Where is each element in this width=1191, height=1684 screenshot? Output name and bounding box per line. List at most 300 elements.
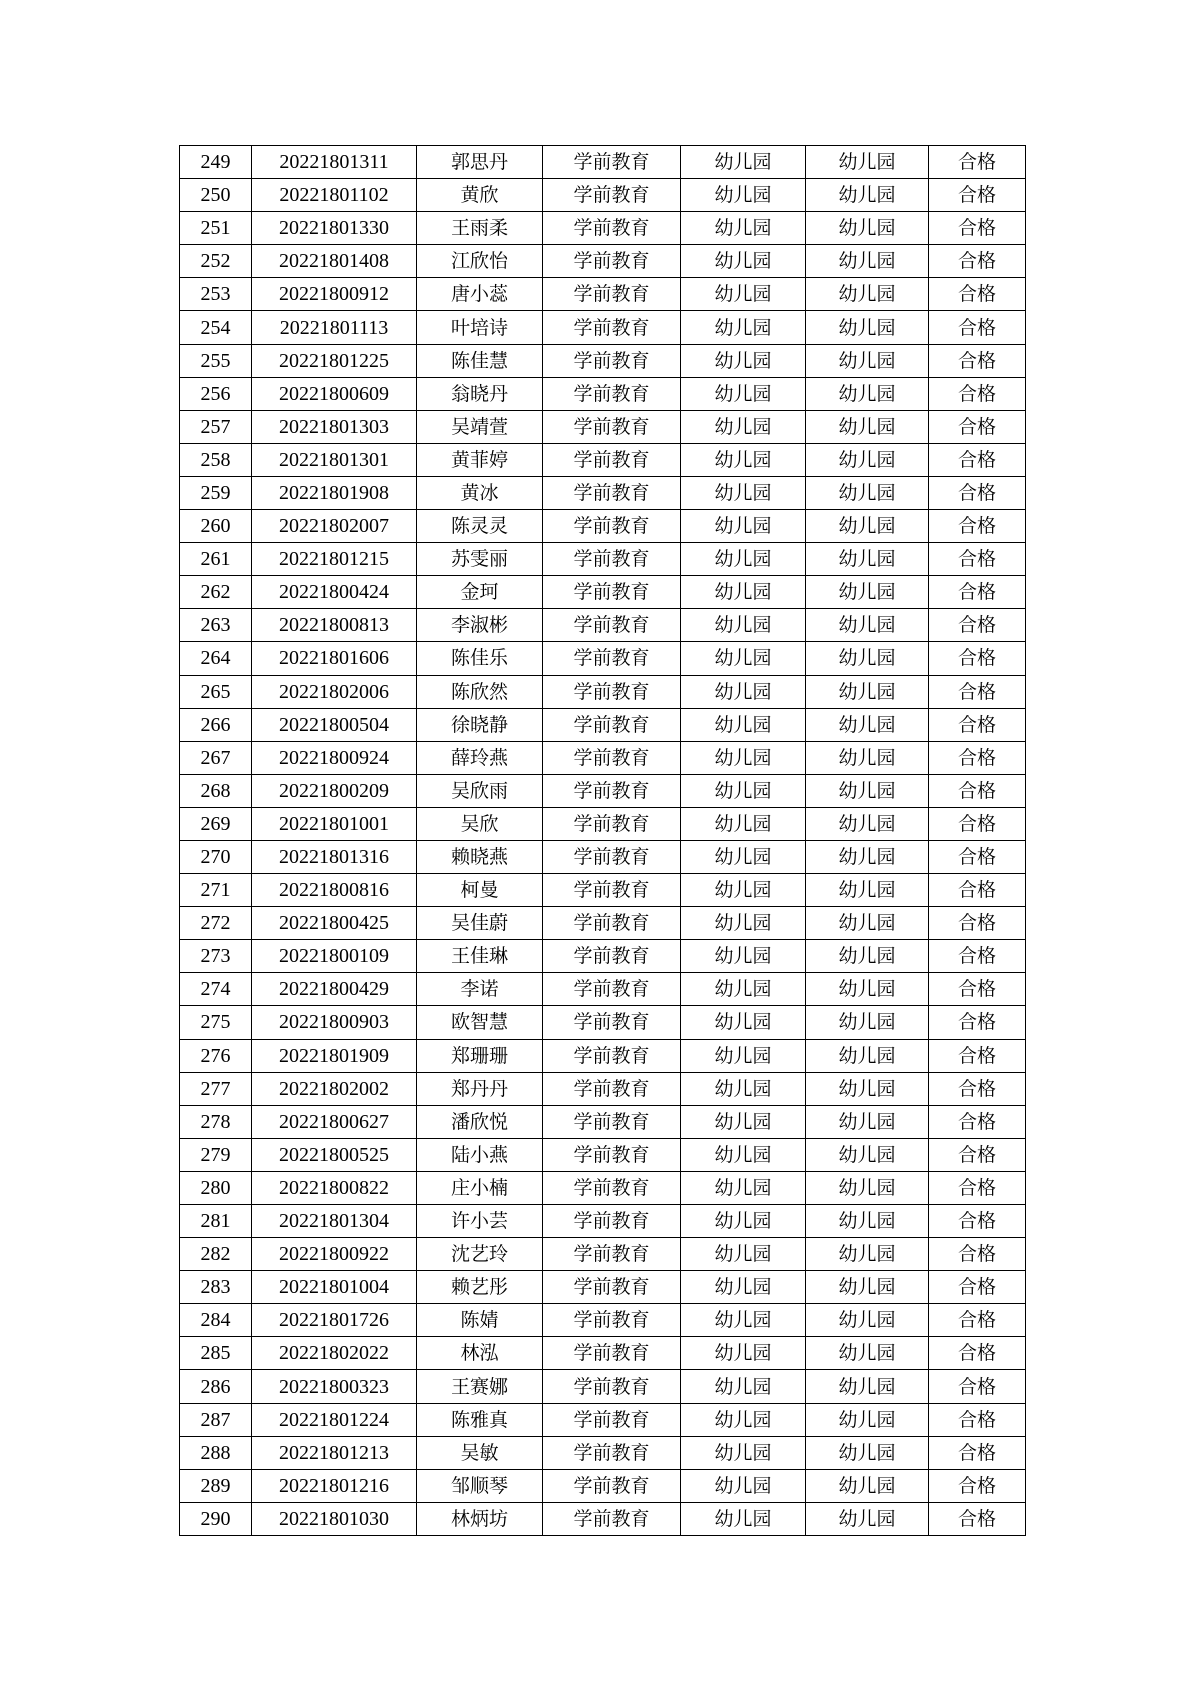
table-row [180,1006,1026,1039]
table-body [180,146,1026,1536]
row-number-cell: 271 [180,874,252,907]
school-stage-cell: 幼儿园 [681,741,806,774]
subject-cell: 学前教育 [543,774,681,807]
table-row [180,1039,1026,1072]
subject-cell: 学前教育 [543,1271,681,1304]
name-cell: 许小芸 [417,1205,543,1238]
subject-cell: 学前教育 [543,741,681,774]
candidate-id-cell: 20221800816 [252,874,417,907]
name-cell: 翁晓丹 [417,377,543,410]
result-cell: 合格 [929,443,1026,476]
subject-cell: 学前教育 [543,1436,681,1469]
table-row [180,973,1026,1006]
result-cell: 合格 [929,741,1026,774]
row-number-cell: 267 [180,741,252,774]
table-row [180,410,1026,443]
row-number-cell: 276 [180,1039,252,1072]
row-number-cell: 263 [180,609,252,642]
name-cell: 郑珊珊 [417,1039,543,1072]
name-cell: 陈灵灵 [417,510,543,543]
subject-cell: 学前教育 [543,807,681,840]
school-stage-cell: 幼儿园 [681,377,806,410]
row-number-cell: 290 [180,1502,252,1535]
table-row [180,245,1026,278]
name-cell: 叶培诗 [417,311,543,344]
school-stage-cell: 幼儿园 [681,443,806,476]
position-cell: 幼儿园 [806,1105,929,1138]
row-number-cell: 249 [180,146,252,179]
school-stage-cell: 幼儿园 [681,708,806,741]
row-number-cell: 275 [180,1006,252,1039]
table-row [180,212,1026,245]
subject-cell: 学前教育 [543,1337,681,1370]
name-cell: 薛玲燕 [417,741,543,774]
row-number-cell: 254 [180,311,252,344]
position-cell: 幼儿园 [806,1370,929,1403]
school-stage-cell: 幼儿园 [681,840,806,873]
table-row [180,179,1026,212]
name-cell: 黄冰 [417,476,543,509]
position-cell: 幼儿园 [806,476,929,509]
school-stage-cell: 幼儿园 [681,1436,806,1469]
name-cell: 王雨柔 [417,212,543,245]
name-cell: 邹顺琴 [417,1469,543,1502]
school-stage-cell: 幼儿园 [681,642,806,675]
subject-cell: 学前教育 [543,576,681,609]
candidate-id-cell: 20221800813 [252,609,417,642]
name-cell: 庄小楠 [417,1171,543,1204]
name-cell: 吴欣 [417,807,543,840]
name-cell: 吴佳蔚 [417,907,543,940]
row-number-cell: 281 [180,1205,252,1238]
row-number-cell: 273 [180,940,252,973]
position-cell: 幼儿园 [806,1039,929,1072]
candidate-id-cell: 20221801224 [252,1403,417,1436]
subject-cell: 学前教育 [543,1171,681,1204]
subject-cell: 学前教育 [543,410,681,443]
table-row [180,1238,1026,1271]
position-cell: 幼儿园 [806,377,929,410]
result-cell: 合格 [929,543,1026,576]
position-cell: 幼儿园 [806,410,929,443]
name-cell: 吴靖萱 [417,410,543,443]
result-cell: 合格 [929,907,1026,940]
result-cell: 合格 [929,576,1026,609]
position-cell: 幼儿园 [806,510,929,543]
table-row [180,1072,1026,1105]
result-cell: 合格 [929,940,1026,973]
table-row [180,510,1026,543]
row-number-cell: 257 [180,410,252,443]
candidate-id-cell: 20221801216 [252,1469,417,1502]
name-cell: 郭思丹 [417,146,543,179]
candidate-id-cell: 20221800429 [252,973,417,1006]
candidate-id-cell: 20221801213 [252,1436,417,1469]
subject-cell: 学前教育 [543,1304,681,1337]
table-row [180,609,1026,642]
subject-cell: 学前教育 [543,642,681,675]
subject-cell: 学前教育 [543,476,681,509]
name-cell: 李诺 [417,973,543,1006]
position-cell: 幼儿园 [806,1337,929,1370]
candidate-id-cell: 20221801909 [252,1039,417,1072]
position-cell: 幼儿园 [806,344,929,377]
school-stage-cell: 幼儿园 [681,940,806,973]
result-cell: 合格 [929,609,1026,642]
position-cell: 幼儿园 [806,179,929,212]
candidate-id-cell: 20221802006 [252,675,417,708]
result-cell: 合格 [929,1072,1026,1105]
position-cell: 幼儿园 [806,1403,929,1436]
candidate-id-cell: 20221801113 [252,311,417,344]
subject-cell: 学前教育 [543,1205,681,1238]
row-number-cell: 279 [180,1138,252,1171]
school-stage-cell: 幼儿园 [681,543,806,576]
subject-cell: 学前教育 [543,212,681,245]
candidate-id-cell: 20221801225 [252,344,417,377]
candidate-id-cell: 20221800627 [252,1105,417,1138]
position-cell: 幼儿园 [806,1006,929,1039]
subject-cell: 学前教育 [543,1039,681,1072]
subject-cell: 学前教育 [543,907,681,940]
result-cell: 合格 [929,874,1026,907]
position-cell: 幼儿园 [806,708,929,741]
school-stage-cell: 幼儿园 [681,1502,806,1535]
table-row [180,1469,1026,1502]
school-stage-cell: 幼儿园 [681,410,806,443]
result-cell: 合格 [929,476,1026,509]
school-stage-cell: 幼儿园 [681,1006,806,1039]
table-row [180,1502,1026,1535]
school-stage-cell: 幼儿园 [681,1271,806,1304]
name-cell: 陈佳慧 [417,344,543,377]
school-stage-cell: 幼儿园 [681,179,806,212]
row-number-cell: 270 [180,840,252,873]
table-row [180,377,1026,410]
result-cell: 合格 [929,1304,1026,1337]
candidate-id-cell: 20221800924 [252,741,417,774]
subject-cell: 学前教育 [543,443,681,476]
name-cell: 陈佳乐 [417,642,543,675]
school-stage-cell: 幼儿园 [681,1469,806,1502]
subject-cell: 学前教育 [543,1403,681,1436]
name-cell: 苏雯丽 [417,543,543,576]
candidate-id-cell: 20221801030 [252,1502,417,1535]
candidate-id-cell: 20221800912 [252,278,417,311]
position-cell: 幼儿园 [806,874,929,907]
candidate-id-cell: 20221800109 [252,940,417,973]
position-cell: 幼儿园 [806,973,929,1006]
subject-cell: 学前教育 [543,1006,681,1039]
candidate-id-cell: 20221801311 [252,146,417,179]
result-cell: 合格 [929,807,1026,840]
school-stage-cell: 幼儿园 [681,576,806,609]
result-cell: 合格 [929,410,1026,443]
name-cell: 陈雅真 [417,1403,543,1436]
name-cell: 徐晓静 [417,708,543,741]
subject-cell: 学前教育 [543,245,681,278]
row-number-cell: 258 [180,443,252,476]
table-row [180,344,1026,377]
result-cell: 合格 [929,212,1026,245]
school-stage-cell: 幼儿园 [681,907,806,940]
table-row [180,741,1026,774]
position-cell: 幼儿园 [806,642,929,675]
table-row [180,543,1026,576]
result-cell: 合格 [929,510,1026,543]
result-cell: 合格 [929,774,1026,807]
position-cell: 幼儿园 [806,1238,929,1271]
row-number-cell: 268 [180,774,252,807]
name-cell: 陈婧 [417,1304,543,1337]
candidate-id-cell: 20221801304 [252,1205,417,1238]
candidate-id-cell: 20221802007 [252,510,417,543]
result-cell: 合格 [929,1502,1026,1535]
school-stage-cell: 幼儿园 [681,973,806,1006]
candidate-id-cell: 20221801301 [252,443,417,476]
position-cell: 幼儿园 [806,576,929,609]
subject-cell: 学前教育 [543,146,681,179]
candidate-id-cell: 20221801408 [252,245,417,278]
table-row [180,874,1026,907]
position-cell: 幼儿园 [806,807,929,840]
subject-cell: 学前教育 [543,510,681,543]
subject-cell: 学前教育 [543,1469,681,1502]
row-number-cell: 253 [180,278,252,311]
position-cell: 幼儿园 [806,245,929,278]
school-stage-cell: 幼儿园 [681,344,806,377]
table-row [180,1370,1026,1403]
result-cell: 合格 [929,1436,1026,1469]
table-row [180,1205,1026,1238]
position-cell: 幼儿园 [806,543,929,576]
name-cell: 黄欣 [417,179,543,212]
table-row [180,1271,1026,1304]
name-cell: 郑丹丹 [417,1072,543,1105]
position-cell: 幼儿园 [806,1304,929,1337]
school-stage-cell: 幼儿园 [681,476,806,509]
results-table [179,145,1026,1536]
candidate-id-cell: 20221801316 [252,840,417,873]
row-number-cell: 280 [180,1171,252,1204]
subject-cell: 学前教育 [543,609,681,642]
subject-cell: 学前教育 [543,1105,681,1138]
name-cell: 吴欣雨 [417,774,543,807]
name-cell: 沈艺玲 [417,1238,543,1271]
table-row [180,1304,1026,1337]
subject-cell: 学前教育 [543,1238,681,1271]
row-number-cell: 262 [180,576,252,609]
school-stage-cell: 幼儿园 [681,212,806,245]
row-number-cell: 261 [180,543,252,576]
row-number-cell: 289 [180,1469,252,1502]
table-row [180,1171,1026,1204]
table-row [180,443,1026,476]
result-cell: 合格 [929,245,1026,278]
subject-cell: 学前教育 [543,708,681,741]
candidate-id-cell: 20221801726 [252,1304,417,1337]
table-row [180,1138,1026,1171]
subject-cell: 学前教育 [543,675,681,708]
candidate-id-cell: 20221801215 [252,543,417,576]
name-cell: 江欣怡 [417,245,543,278]
school-stage-cell: 幼儿园 [681,1337,806,1370]
candidate-id-cell: 20221801330 [252,212,417,245]
row-number-cell: 255 [180,344,252,377]
name-cell: 唐小蕊 [417,278,543,311]
row-number-cell: 259 [180,476,252,509]
table-row [180,278,1026,311]
school-stage-cell: 幼儿园 [681,278,806,311]
position-cell: 幼儿园 [806,1138,929,1171]
subject-cell: 学前教育 [543,311,681,344]
candidate-id-cell: 20221801303 [252,410,417,443]
result-cell: 合格 [929,1105,1026,1138]
candidate-id-cell: 20221801102 [252,179,417,212]
table-row [180,907,1026,940]
school-stage-cell: 幼儿园 [681,311,806,344]
result-cell: 合格 [929,179,1026,212]
row-number-cell: 277 [180,1072,252,1105]
name-cell: 王佳琳 [417,940,543,973]
table-row [180,774,1026,807]
school-stage-cell: 幼儿园 [681,146,806,179]
candidate-id-cell: 20221802022 [252,1337,417,1370]
result-cell: 合格 [929,146,1026,179]
row-number-cell: 269 [180,807,252,840]
row-number-cell: 286 [180,1370,252,1403]
school-stage-cell: 幼儿园 [681,1105,806,1138]
position-cell: 幼儿园 [806,1271,929,1304]
name-cell: 吴敏 [417,1436,543,1469]
subject-cell: 学前教育 [543,1072,681,1105]
subject-cell: 学前教育 [543,840,681,873]
candidate-id-cell: 20221800323 [252,1370,417,1403]
table-row [180,940,1026,973]
school-stage-cell: 幼儿园 [681,1171,806,1204]
candidate-id-cell: 20221801004 [252,1271,417,1304]
result-cell: 合格 [929,1006,1026,1039]
school-stage-cell: 幼儿园 [681,245,806,278]
table-row [180,708,1026,741]
candidate-id-cell: 20221802002 [252,1072,417,1105]
school-stage-cell: 幼儿园 [681,1039,806,1072]
result-cell: 合格 [929,1271,1026,1304]
row-number-cell: 283 [180,1271,252,1304]
position-cell: 幼儿园 [806,774,929,807]
subject-cell: 学前教育 [543,543,681,576]
result-cell: 合格 [929,708,1026,741]
subject-cell: 学前教育 [543,1370,681,1403]
table-row [180,1436,1026,1469]
result-cell: 合格 [929,1171,1026,1204]
candidate-id-cell: 20221800504 [252,708,417,741]
table-row [180,476,1026,509]
position-cell: 幼儿园 [806,311,929,344]
row-number-cell: 260 [180,510,252,543]
name-cell: 金珂 [417,576,543,609]
table-row [180,1105,1026,1138]
name-cell: 林炳坊 [417,1502,543,1535]
row-number-cell: 274 [180,973,252,1006]
row-number-cell: 266 [180,708,252,741]
school-stage-cell: 幼儿园 [681,1205,806,1238]
candidate-id-cell: 20221800424 [252,576,417,609]
position-cell: 幼儿园 [806,940,929,973]
subject-cell: 学前教育 [543,179,681,212]
table-row [180,311,1026,344]
name-cell: 陆小燕 [417,1138,543,1171]
result-cell: 合格 [929,377,1026,410]
result-cell: 合格 [929,1039,1026,1072]
subject-cell: 学前教育 [543,1138,681,1171]
school-stage-cell: 幼儿园 [681,774,806,807]
school-stage-cell: 幼儿园 [681,1403,806,1436]
candidate-id-cell: 20221800822 [252,1171,417,1204]
school-stage-cell: 幼儿园 [681,1238,806,1271]
row-number-cell: 288 [180,1436,252,1469]
position-cell: 幼儿园 [806,1469,929,1502]
position-cell: 幼儿园 [806,675,929,708]
name-cell: 赖艺彤 [417,1271,543,1304]
result-cell: 合格 [929,1403,1026,1436]
school-stage-cell: 幼儿园 [681,1138,806,1171]
school-stage-cell: 幼儿园 [681,807,806,840]
table-row [180,840,1026,873]
result-cell: 合格 [929,840,1026,873]
position-cell: 幼儿园 [806,840,929,873]
candidate-id-cell: 20221801908 [252,476,417,509]
subject-cell: 学前教育 [543,278,681,311]
result-cell: 合格 [929,973,1026,1006]
position-cell: 幼儿园 [806,278,929,311]
table-row [180,1337,1026,1370]
position-cell: 幼儿园 [806,1072,929,1105]
result-cell: 合格 [929,1138,1026,1171]
name-cell: 欧智慧 [417,1006,543,1039]
subject-cell: 学前教育 [543,377,681,410]
school-stage-cell: 幼儿园 [681,1072,806,1105]
school-stage-cell: 幼儿园 [681,1304,806,1337]
position-cell: 幼儿园 [806,443,929,476]
subject-cell: 学前教育 [543,973,681,1006]
school-stage-cell: 幼儿园 [681,609,806,642]
result-cell: 合格 [929,1205,1026,1238]
result-cell: 合格 [929,642,1026,675]
result-cell: 合格 [929,1370,1026,1403]
row-number-cell: 264 [180,642,252,675]
result-cell: 合格 [929,1337,1026,1370]
result-cell: 合格 [929,1238,1026,1271]
table-row [180,1403,1026,1436]
result-cell: 合格 [929,675,1026,708]
position-cell: 幼儿园 [806,1171,929,1204]
position-cell: 幼儿园 [806,609,929,642]
candidate-id-cell: 20221800903 [252,1006,417,1039]
table-row [180,576,1026,609]
row-number-cell: 256 [180,377,252,410]
name-cell: 赖晓燕 [417,840,543,873]
row-number-cell: 272 [180,907,252,940]
candidate-id-cell: 20221800425 [252,907,417,940]
subject-cell: 学前教育 [543,874,681,907]
table-row [180,807,1026,840]
row-number-cell: 251 [180,212,252,245]
name-cell: 陈欣然 [417,675,543,708]
row-number-cell: 287 [180,1403,252,1436]
table-row [180,642,1026,675]
position-cell: 幼儿园 [806,741,929,774]
